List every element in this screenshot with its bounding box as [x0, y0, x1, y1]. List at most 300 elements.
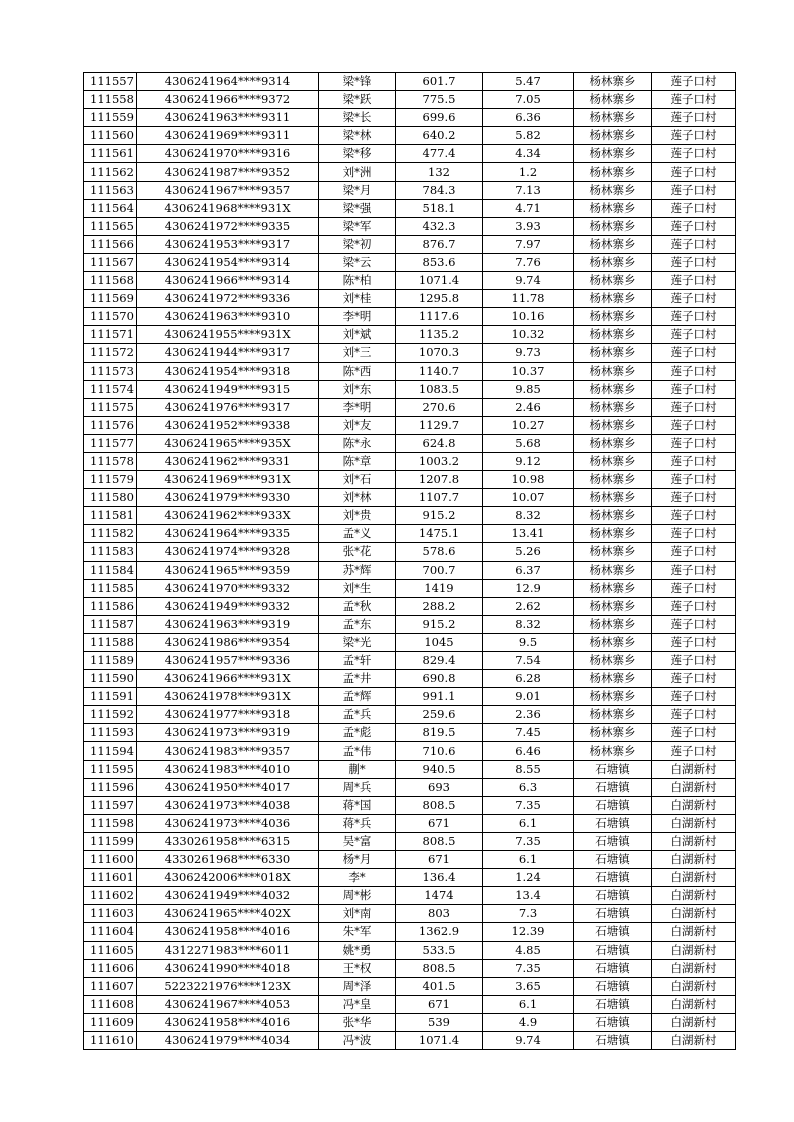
township-cell: 石塘镇 [574, 778, 652, 796]
village-cell: 莲子口村 [652, 489, 736, 507]
township-cell: 杨林寨乡 [574, 362, 652, 380]
township-cell: 杨林寨乡 [574, 633, 652, 651]
id-number-cell: 4306241958****4016 [137, 923, 319, 941]
record-id-cell: 111582 [84, 525, 137, 543]
table-row [84, 832, 736, 850]
data-table [83, 72, 736, 1050]
township-cell: 石塘镇 [574, 851, 652, 869]
record-id-cell: 111597 [84, 796, 137, 814]
amount-cell: 10.98 [483, 471, 574, 489]
amount-cell: 10.07 [483, 489, 574, 507]
village-cell: 白湖新村 [652, 923, 736, 941]
id-number-cell: 4306241952****9338 [137, 416, 319, 434]
name-cell: 梁*跃 [319, 91, 396, 109]
amount-cell: 4.9 [483, 1013, 574, 1031]
township-cell: 杨林寨乡 [574, 507, 652, 525]
id-number-cell: 4306241970****9332 [137, 579, 319, 597]
name-cell: 孟*轩 [319, 652, 396, 670]
area-cell: 1419 [396, 579, 483, 597]
amount-cell: 7.13 [483, 181, 574, 199]
township-cell: 杨林寨乡 [574, 452, 652, 470]
id-number-cell: 4306241957****9336 [137, 652, 319, 670]
village-cell: 白湖新村 [652, 959, 736, 977]
name-cell: 陈*西 [319, 362, 396, 380]
village-cell: 莲子口村 [652, 362, 736, 380]
name-cell: 李*明 [319, 398, 396, 416]
name-cell: 梁*月 [319, 181, 396, 199]
record-id-cell: 111574 [84, 380, 137, 398]
id-number-cell: 4306241965****935X [137, 434, 319, 452]
village-cell: 莲子口村 [652, 652, 736, 670]
id-number-cell: 4306241967****9357 [137, 181, 319, 199]
village-cell: 莲子口村 [652, 163, 736, 181]
village-cell: 白湖新村 [652, 851, 736, 869]
id-number-cell: 4306241963****9319 [137, 615, 319, 633]
area-cell: 671 [396, 814, 483, 832]
area-cell: 671 [396, 995, 483, 1013]
amount-cell: 10.32 [483, 326, 574, 344]
id-number-cell: 4306241979****4034 [137, 1031, 319, 1049]
table-row [84, 308, 736, 326]
township-cell: 石塘镇 [574, 923, 652, 941]
id-number-cell: 4306241949****9332 [137, 597, 319, 615]
name-cell: 梁*移 [319, 145, 396, 163]
table-row [84, 73, 736, 91]
name-cell: 周*兵 [319, 778, 396, 796]
record-id-cell: 111600 [84, 851, 137, 869]
name-cell: 张*花 [319, 543, 396, 561]
table-row [84, 579, 736, 597]
amount-cell: 3.93 [483, 217, 574, 235]
name-cell: 梁*林 [319, 127, 396, 145]
village-cell: 白湖新村 [652, 869, 736, 887]
township-cell: 杨林寨乡 [574, 615, 652, 633]
id-number-cell: 4306241962****9331 [137, 452, 319, 470]
name-cell: 梁*锋 [319, 73, 396, 91]
village-cell: 莲子口村 [652, 109, 736, 127]
township-cell: 石塘镇 [574, 887, 652, 905]
name-cell: 陈*永 [319, 434, 396, 452]
id-number-cell: 4306241978****931X [137, 688, 319, 706]
name-cell: 梁*长 [319, 109, 396, 127]
record-id-cell: 111558 [84, 91, 137, 109]
id-number-cell: 4306241970****9316 [137, 145, 319, 163]
area-cell: 710.6 [396, 742, 483, 760]
table-row [84, 489, 736, 507]
table-row [84, 615, 736, 633]
amount-cell: 9.5 [483, 633, 574, 651]
table-row [84, 109, 736, 127]
name-cell: 刘*斌 [319, 326, 396, 344]
amount-cell: 9.01 [483, 688, 574, 706]
name-cell: 李*明 [319, 308, 396, 326]
record-id-cell: 111606 [84, 959, 137, 977]
amount-cell: 6.1 [483, 814, 574, 832]
area-cell: 808.5 [396, 832, 483, 850]
amount-cell: 7.35 [483, 959, 574, 977]
village-cell: 莲子口村 [652, 525, 736, 543]
township-cell: 杨林寨乡 [574, 163, 652, 181]
id-number-cell: 4306241964****9314 [137, 73, 319, 91]
village-cell: 莲子口村 [652, 615, 736, 633]
record-id-cell: 111594 [84, 742, 137, 760]
record-id-cell: 111580 [84, 489, 137, 507]
township-cell: 杨林寨乡 [574, 597, 652, 615]
record-id-cell: 111595 [84, 760, 137, 778]
village-cell: 莲子口村 [652, 452, 736, 470]
amount-cell: 13.4 [483, 887, 574, 905]
name-cell: 李* [319, 869, 396, 887]
village-cell: 莲子口村 [652, 290, 736, 308]
township-cell: 石塘镇 [574, 814, 652, 832]
amount-cell: 9.74 [483, 1031, 574, 1049]
table-row [84, 507, 736, 525]
village-cell: 莲子口村 [652, 688, 736, 706]
area-cell: 915.2 [396, 615, 483, 633]
township-cell: 杨林寨乡 [574, 543, 652, 561]
name-cell: 梁*强 [319, 199, 396, 217]
amount-cell: 3.65 [483, 977, 574, 995]
village-cell: 莲子口村 [652, 91, 736, 109]
table-row [84, 362, 736, 380]
id-number-cell: 4306241977****9318 [137, 706, 319, 724]
area-cell: 1083.5 [396, 380, 483, 398]
table-row [84, 272, 736, 290]
table-row [84, 471, 736, 489]
area-cell: 270.6 [396, 398, 483, 416]
id-number-cell: 4306241964****9335 [137, 525, 319, 543]
area-cell: 1362.9 [396, 923, 483, 941]
amount-cell: 7.35 [483, 832, 574, 850]
id-number-cell: 4306241969****9311 [137, 127, 319, 145]
township-cell: 石塘镇 [574, 959, 652, 977]
table-row [84, 525, 736, 543]
record-id-cell: 111569 [84, 290, 137, 308]
amount-cell: 6.28 [483, 670, 574, 688]
amount-cell: 9.85 [483, 380, 574, 398]
name-cell: 刘*生 [319, 579, 396, 597]
table-row [84, 760, 736, 778]
township-cell: 石塘镇 [574, 832, 652, 850]
name-cell: 刘*友 [319, 416, 396, 434]
village-cell: 莲子口村 [652, 253, 736, 271]
id-number-cell: 4306241962****933X [137, 507, 319, 525]
id-number-cell: 4330261968****6330 [137, 851, 319, 869]
table-row [84, 597, 736, 615]
amount-cell: 6.3 [483, 778, 574, 796]
village-cell: 莲子口村 [652, 434, 736, 452]
table-row [84, 796, 736, 814]
amount-cell: 12.9 [483, 579, 574, 597]
name-cell: 朱*军 [319, 923, 396, 941]
name-cell: 刘*林 [319, 489, 396, 507]
amount-cell: 9.73 [483, 344, 574, 362]
record-id-cell: 111608 [84, 995, 137, 1013]
table-row [84, 706, 736, 724]
record-id-cell: 111585 [84, 579, 137, 597]
name-cell: 梁*初 [319, 235, 396, 253]
id-number-cell: 4306241955****931X [137, 326, 319, 344]
township-cell: 杨林寨乡 [574, 145, 652, 163]
township-cell: 石塘镇 [574, 760, 652, 778]
name-cell: 孟*义 [319, 525, 396, 543]
record-id-cell: 111563 [84, 181, 137, 199]
village-cell: 白湖新村 [652, 760, 736, 778]
township-cell: 杨林寨乡 [574, 742, 652, 760]
amount-cell: 6.36 [483, 109, 574, 127]
name-cell: 吴*富 [319, 832, 396, 850]
village-cell: 莲子口村 [652, 145, 736, 163]
table-row [84, 688, 736, 706]
amount-cell: 7.54 [483, 652, 574, 670]
village-cell: 莲子口村 [652, 73, 736, 91]
area-cell: 578.6 [396, 543, 483, 561]
name-cell: 孟*彪 [319, 724, 396, 742]
table-row [84, 1031, 736, 1049]
area-cell: 915.2 [396, 507, 483, 525]
village-cell: 莲子口村 [652, 724, 736, 742]
record-id-cell: 111562 [84, 163, 137, 181]
table-row [84, 905, 736, 923]
village-cell: 莲子口村 [652, 597, 736, 615]
record-id-cell: 111570 [84, 308, 137, 326]
township-cell: 石塘镇 [574, 1031, 652, 1049]
area-cell: 1207.8 [396, 471, 483, 489]
village-cell: 莲子口村 [652, 507, 736, 525]
amount-cell: 5.82 [483, 127, 574, 145]
area-cell: 1071.4 [396, 1031, 483, 1049]
id-number-cell: 4306241976****9317 [137, 398, 319, 416]
township-cell: 杨林寨乡 [574, 380, 652, 398]
record-id-cell: 111604 [84, 923, 137, 941]
township-cell: 杨林寨乡 [574, 290, 652, 308]
area-cell: 671 [396, 851, 483, 869]
area-cell: 1045 [396, 633, 483, 651]
village-cell: 白湖新村 [652, 814, 736, 832]
name-cell: 王*权 [319, 959, 396, 977]
name-cell: 刘*贵 [319, 507, 396, 525]
township-cell: 杨林寨乡 [574, 308, 652, 326]
record-id-cell: 111581 [84, 507, 137, 525]
amount-cell: 5.26 [483, 543, 574, 561]
area-cell: 819.5 [396, 724, 483, 742]
name-cell: 蒋*国 [319, 796, 396, 814]
table-row [84, 742, 736, 760]
township-cell: 杨林寨乡 [574, 344, 652, 362]
village-cell: 莲子口村 [652, 543, 736, 561]
table-row [84, 724, 736, 742]
amount-cell: 4.71 [483, 199, 574, 217]
township-cell: 石塘镇 [574, 905, 652, 923]
village-cell: 莲子口村 [652, 127, 736, 145]
name-cell: 刘*三 [319, 344, 396, 362]
township-cell: 杨林寨乡 [574, 525, 652, 543]
area-cell: 1117.6 [396, 308, 483, 326]
area-cell: 808.5 [396, 959, 483, 977]
record-id-cell: 111605 [84, 941, 137, 959]
table-row [84, 380, 736, 398]
record-id-cell: 111559 [84, 109, 137, 127]
id-number-cell: 4306241953****9317 [137, 235, 319, 253]
record-id-cell: 111584 [84, 561, 137, 579]
record-id-cell: 111602 [84, 887, 137, 905]
id-number-cell: 4306241958****4016 [137, 1013, 319, 1031]
amount-cell: 2.62 [483, 597, 574, 615]
name-cell: 周*泽 [319, 977, 396, 995]
area-cell: 699.6 [396, 109, 483, 127]
name-cell: 蒋*兵 [319, 814, 396, 832]
name-cell: 苏*辉 [319, 561, 396, 579]
amount-cell: 5.68 [483, 434, 574, 452]
township-cell: 杨林寨乡 [574, 688, 652, 706]
township-cell: 石塘镇 [574, 977, 652, 995]
record-id-cell: 111586 [84, 597, 137, 615]
table-row [84, 452, 736, 470]
name-cell: 孟*东 [319, 615, 396, 633]
township-cell: 杨林寨乡 [574, 434, 652, 452]
village-cell: 莲子口村 [652, 471, 736, 489]
record-id-cell: 111601 [84, 869, 137, 887]
amount-cell: 2.46 [483, 398, 574, 416]
township-cell: 杨林寨乡 [574, 73, 652, 91]
name-cell: 孟*秋 [319, 597, 396, 615]
village-cell: 白湖新村 [652, 905, 736, 923]
name-cell: 陈*章 [319, 452, 396, 470]
village-cell: 莲子口村 [652, 706, 736, 724]
id-number-cell: 4306241973****9319 [137, 724, 319, 742]
township-cell: 杨林寨乡 [574, 235, 652, 253]
record-id-cell: 111567 [84, 253, 137, 271]
amount-cell: 13.41 [483, 525, 574, 543]
area-cell: 259.6 [396, 706, 483, 724]
area-cell: 1474 [396, 887, 483, 905]
name-cell: 刘*桂 [319, 290, 396, 308]
record-id-cell: 111579 [84, 471, 137, 489]
table-row [84, 1013, 736, 1031]
township-cell: 杨林寨乡 [574, 489, 652, 507]
township-cell: 杨林寨乡 [574, 217, 652, 235]
village-cell: 莲子口村 [652, 344, 736, 362]
village-cell: 莲子口村 [652, 380, 736, 398]
name-cell: 冯*皇 [319, 995, 396, 1013]
amount-cell: 7.35 [483, 796, 574, 814]
record-id-cell: 111578 [84, 452, 137, 470]
area-cell: 1071.4 [396, 272, 483, 290]
id-number-cell: 4306241967****4053 [137, 995, 319, 1013]
record-id-cell: 111573 [84, 362, 137, 380]
area-cell: 1295.8 [396, 290, 483, 308]
village-cell: 莲子口村 [652, 181, 736, 199]
area-cell: 539 [396, 1013, 483, 1031]
area-cell: 1003.2 [396, 452, 483, 470]
table-row [84, 290, 736, 308]
township-cell: 杨林寨乡 [574, 326, 652, 344]
amount-cell: 8.32 [483, 615, 574, 633]
name-cell: 孟*辉 [319, 688, 396, 706]
amount-cell: 10.16 [483, 308, 574, 326]
township-cell: 杨林寨乡 [574, 706, 652, 724]
amount-cell: 2.36 [483, 706, 574, 724]
record-id-cell: 111593 [84, 724, 137, 742]
name-cell: 孟*兵 [319, 706, 396, 724]
name-cell: 杨*月 [319, 851, 396, 869]
area-cell: 853.6 [396, 253, 483, 271]
id-number-cell: 4306241966****9314 [137, 272, 319, 290]
record-id-cell: 111583 [84, 543, 137, 561]
record-id-cell: 111587 [84, 615, 137, 633]
table-row [84, 253, 736, 271]
township-cell: 杨林寨乡 [574, 416, 652, 434]
record-id-cell: 111590 [84, 670, 137, 688]
id-number-cell: 4306241954****9314 [137, 253, 319, 271]
table-row [84, 633, 736, 651]
township-cell: 石塘镇 [574, 995, 652, 1013]
name-cell: 周*彬 [319, 887, 396, 905]
table-row [84, 91, 736, 109]
area-cell: 533.5 [396, 941, 483, 959]
area-cell: 477.4 [396, 145, 483, 163]
name-cell: 梁*光 [319, 633, 396, 651]
id-number-cell: 4306241949****9315 [137, 380, 319, 398]
area-cell: 1135.2 [396, 326, 483, 344]
township-cell: 杨林寨乡 [574, 652, 652, 670]
amount-cell: 7.76 [483, 253, 574, 271]
record-id-cell: 111568 [84, 272, 137, 290]
record-id-cell: 111588 [84, 633, 137, 651]
record-id-cell: 111599 [84, 832, 137, 850]
amount-cell: 7.05 [483, 91, 574, 109]
township-cell: 杨林寨乡 [574, 109, 652, 127]
township-cell: 杨林寨乡 [574, 579, 652, 597]
id-number-cell: 5223221976****123X [137, 977, 319, 995]
table-row [84, 235, 736, 253]
township-cell: 杨林寨乡 [574, 253, 652, 271]
id-number-cell: 4306241949****4032 [137, 887, 319, 905]
amount-cell: 8.55 [483, 760, 574, 778]
record-id-cell: 111589 [84, 652, 137, 670]
village-cell: 白湖新村 [652, 941, 736, 959]
area-cell: 401.5 [396, 977, 483, 995]
township-cell: 杨林寨乡 [574, 272, 652, 290]
record-id-cell: 111557 [84, 73, 137, 91]
name-cell: 刘*洲 [319, 163, 396, 181]
name-cell: 刘*石 [319, 471, 396, 489]
village-cell: 白湖新村 [652, 1031, 736, 1049]
id-number-cell: 4306241983****4010 [137, 760, 319, 778]
area-cell: 1107.7 [396, 489, 483, 507]
township-cell: 石塘镇 [574, 1013, 652, 1031]
record-id-cell: 111564 [84, 199, 137, 217]
village-cell: 莲子口村 [652, 416, 736, 434]
amount-cell: 8.32 [483, 507, 574, 525]
amount-cell: 5.47 [483, 73, 574, 91]
record-id-cell: 111607 [84, 977, 137, 995]
area-cell: 693 [396, 778, 483, 796]
area-cell: 803 [396, 905, 483, 923]
table-row [84, 869, 736, 887]
village-cell: 莲子口村 [652, 670, 736, 688]
area-cell: 808.5 [396, 796, 483, 814]
amount-cell: 6.1 [483, 995, 574, 1013]
table-row [84, 923, 736, 941]
village-cell: 莲子口村 [652, 308, 736, 326]
id-number-cell: 4306241950****4017 [137, 778, 319, 796]
village-cell: 莲子口村 [652, 561, 736, 579]
amount-cell: 6.46 [483, 742, 574, 760]
id-number-cell: 4306242006****018X [137, 869, 319, 887]
record-id-cell: 111603 [84, 905, 137, 923]
village-cell: 白湖新村 [652, 887, 736, 905]
